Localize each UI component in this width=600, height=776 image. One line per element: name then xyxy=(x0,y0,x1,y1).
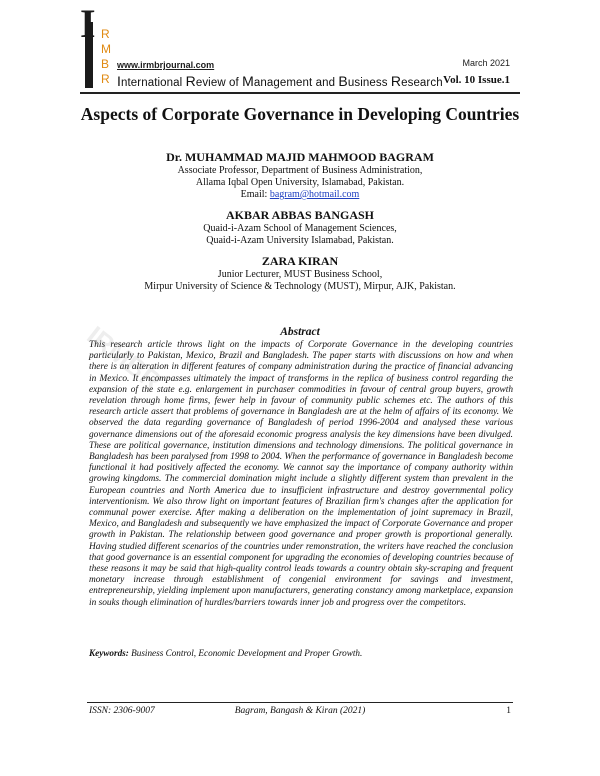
author-2 xyxy=(0,208,600,247)
abstract-text: This research article throws light on the impacts of Corporate Governance in the developing countries particularly to Pakistan, Mexico, Brazil and Bangladesh. The paper starts with discussions on how and when there is an alteration in different features of company administration during the practice of financial advancing in Mexico. It encompasses ultimately the impact of transforms in the replica of business control regarding the expansion of the state e.g. enlargement in purchaser commodities in favour of central group buyers, growth revelation through home firms, fewer help in favour of community public schemes etc. The authors of this research article assert that problems of governance in Bangladesh are at the helm of affairs of its economy. We observed the data regarding governance of Bangladesh of period 1996-2004 and analysed these various governance dimensions out of the aforesaid economic progress analysis the key dimensions have been divulged. These are political governance, institution dimensions and technology dimensions. The political governance in Bangladesh has been paralysed from 1998 to 2004. When the performance of governance in Bangladesh become functional it had positively affected the economy. We cannot say the importance of company authority within growing kingdoms. The commercial domination might include a slightly different system than prevalent in the European countries and North America due to insufficient infrastructure and destroy governmental policy interventionism. We also throw light on important features of Brazilian firm's changes after the application for communal power exercise. After making a deliberation on the implementation of joint supremacy in Brazil, Mexico, and Bangladesh and subsequently we have emphasized the impact of Corporate Governance and proper growth in Pakistan. The relationship between good governance and proper growth is proportional generally. Having studied different scenarios of the countries under remonstration, the writers have reached the conclusion that good governance is an essential component for upgrading the economies of developing countries because of these reasons it may be said that high-quality control leads towards a country obtain sky-scraping and frequent monetary increase through establishment of congenial environment for savings and investment, entrepreneurship, yielding implement upon manufacturers, generating constancy among marketplace, expansion in souks though elimination of hurdles/barriers towards inner job and progress over the competitors. xyxy=(89,340,513,608)
footer-divider xyxy=(87,702,513,703)
logo-initial: I xyxy=(80,1,96,46)
author-3 xyxy=(0,254,600,293)
paper-title: Aspects of Corporate Governance in Developing Countries xyxy=(80,104,520,124)
author-name: AKBAR ABBAS BANGASH xyxy=(225,208,375,222)
author-1 xyxy=(0,150,600,201)
author-affiliation: Associate Professor, Department of Business Administration, xyxy=(177,165,423,176)
issue-date: March 2021 xyxy=(462,58,510,68)
author-email-line: Email: bagram@hotmail.com xyxy=(240,189,360,200)
journal-website-link[interactable]: www.irmbrjournal.com xyxy=(117,60,215,70)
logo-letter-r: R xyxy=(101,27,110,41)
author-affiliation: Quaid-i-Azam School of Management Sciences, xyxy=(203,223,397,234)
abstract-heading: Abstract xyxy=(280,326,320,338)
author-affiliation: Quaid-i-Azam University Islamabad, Pakistan. xyxy=(206,235,394,246)
page-number: 1 xyxy=(506,706,511,716)
footer-citation: Bagram, Bangash & Kiran (2021) xyxy=(234,706,366,716)
author-name: Dr. MUHAMMAD MAJID MAHMOOD BAGRAM xyxy=(166,150,434,164)
logo-letter-b: B xyxy=(101,57,110,71)
keywords-text: Business Control, Economic Development and Proper Growth. xyxy=(128,648,363,658)
footer-issn: ISSN: 2306-9007 xyxy=(89,706,155,716)
watermark: IRMBR xyxy=(81,320,168,397)
header-divider xyxy=(80,92,520,94)
keywords xyxy=(89,648,513,658)
author-affiliation: Mirpur University of Science & Technology (MUST), Mirpur, AJK, Pakistan. xyxy=(144,281,456,292)
author-name: ZARA KIRAN xyxy=(261,254,339,268)
volume-issue: Vol. 10 Issue.1 xyxy=(443,74,510,86)
logo-letter-m: M xyxy=(101,42,111,56)
author-affiliation: Junior Lecturer, MUST Business School, xyxy=(217,269,383,280)
logo-letter-r2: R xyxy=(101,72,110,86)
author-affiliation: Allama Iqbal Open University, Islamabad, Pakistan. xyxy=(195,177,405,188)
email-link[interactable]: bagram@hotmail.com xyxy=(269,189,360,200)
journal-name: International Review of Management and Business Research xyxy=(117,73,443,89)
keywords-label: Keywords: xyxy=(89,648,129,658)
